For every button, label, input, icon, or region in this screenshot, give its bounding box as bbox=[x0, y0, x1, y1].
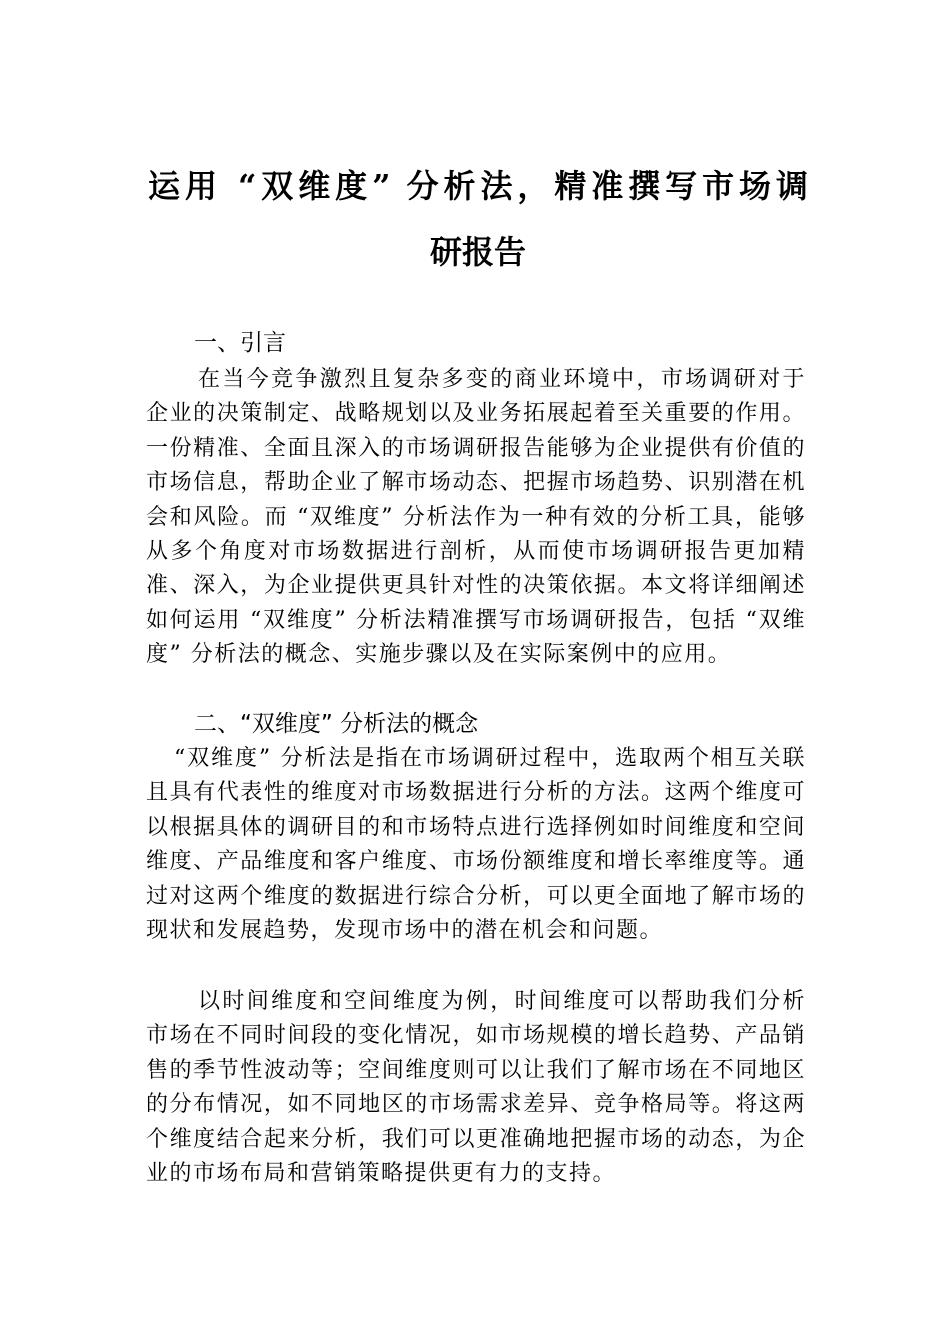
document-title-line-2: 研报告 bbox=[429, 233, 526, 271]
document-title-line-1: 运用 “双维度” 分析法，精准撰写市场调 bbox=[148, 167, 808, 205]
section-heading-introduction: 一、引言 bbox=[194, 330, 286, 356]
concept-paragraph-1: “双维度” 分析法是指在市场调研过程中，选取两个相互关联且具有代表性的维度对市场数据进行分析的方法。这两个维度可以根据具体的调研目的和市场特点进行选择例如时间维度和空间维度、产品维度和客户维度、市场份额维度和增长率维度等。通过对这两个维度的数据进行综合分析，可以更全面地了解市场的现状和发展趋势，发现市场中的潜在机会和问题。 bbox=[146, 746, 806, 944]
concept-paragraph-2: 以时间维度和空间维度为例，时间维度可以帮助我们分析市场在不同时间段的变化情况，如市场规模的增长趋势、产品销售的季节性波动等；空间维度则可以让我们了解市场在不同地区的分布情况，如不同地区的市场需求差异、竞争格局等。将这两个维度结合起来分析，我们可以更准确地把握市场的动态，为企业的市场布局和营销策略提供更有力的支持。 bbox=[146, 989, 806, 1187]
introduction-paragraph: 在当今竞争激烈且复杂多变的商业环境中，市场调研对于企业的决策制定、战略规划以及业务拓展起着至关重要的作用。一份精准、全面且深入的市场调研报告能够为企业提供有价值的市场信息，帮助企业了解市场动态、把握市场趋势、识别潜在机会和风险。而 “双维度” 分析法作为一种有效的分析工具，能够从多个角度对市场数据进行剖析，从而使市场调研报告更加精准、深入，为企业提供更具针对性的决策依据。本文将详细阐述如何运用 “双维度” 分析法精准撰写市场调研报告，包括 “双维度” 分析法的概念、实施步骤以及在实际案例中的应用。 bbox=[146, 367, 806, 668]
section-heading-concept: 二、“双维度” 分析法的概念 bbox=[194, 711, 479, 737]
